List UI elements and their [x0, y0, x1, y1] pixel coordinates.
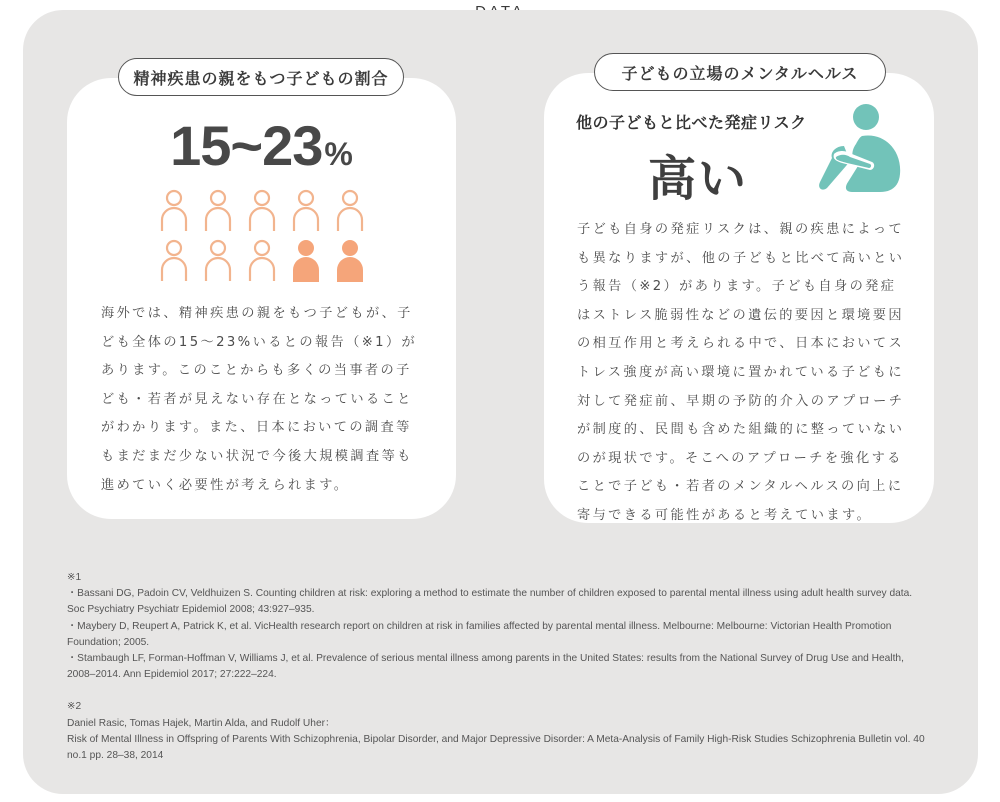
reference-2 [67, 699, 927, 764]
sitting-person-icon [816, 102, 908, 194]
risk-level-value: 高い [648, 151, 749, 207]
prevalence-stat-number: 15~23 [170, 114, 323, 177]
risk-comparison-label: 他の子どもと比べた発症リスク [576, 113, 807, 132]
references [67, 570, 927, 780]
person-outline-icon [202, 238, 234, 282]
people-pictogram [158, 188, 368, 282]
person-filled-icon [334, 238, 366, 282]
reference-1 [67, 570, 927, 683]
person-outline-icon [334, 188, 366, 232]
prevalence-stat-unit: % [324, 136, 353, 172]
reference-1-item: ・Stambaugh LF, Forman-Hoffman V, Williams J, et al. Prevalence of serious mental illness among parents in the United States: results from the National Survey of Drug Use and Health, 2008–2014. Ann Epidemiol 2017; 27:222–224. [67, 653, 904, 681]
reference-1-marker: ※1 [67, 572, 82, 583]
person-outline-icon [202, 188, 234, 232]
person-outline-icon [158, 188, 190, 232]
reference-2-authors: Daniel Rasic, Tomas Hajek, Martin Alda, and Rudolf Uher： [67, 717, 336, 729]
mental-health-card-title: 子どもの立場のメンタルヘルス [594, 53, 886, 91]
person-outline-icon [246, 188, 278, 232]
mental-health-description: 子ども自身の発症リスクは、親の疾患によっても異なりますが、他の子どもと比べて高いという報告（※2）があります。子ども自身の発症はストレス脆弱性などの遺伝的要因と環境要因の相互作用と考えられる中で、日本においてストレス強度が高い環境に置かれている子どもに対して発症前、早期の予防的介入のアプローチが制度的、民間も含めた組織的に整っていないのが現状です。そこへのアプローチを強化することで子ども・若者のメンタルヘルスの向上に寄与できる可能性があると考えています。 [577, 222, 905, 523]
prevalence-description: 海外では、精神疾患の親をもつ子どもが、子ども全体の15〜23%いるとの報告（※1）があります。このことからも多くの当事者の子ども・若者が見えない存在となっていることがわかります。また、日本においての調査等もまだまだ少ない状況で今後大規模調査等も進めていく必要性が考えられます。 [101, 306, 418, 493]
reference-2-citation: Risk of Mental Illness in Offspring of Parents With Schizophrenia, Bipolar Disorder, and Major Depressive Disorder: A Meta-Analysis of Family High-Risk Studies Schizophrenia Bulletin vol. 40 no.1 pp. 28–38, 2014 [67, 733, 925, 762]
prevalence-stat [67, 113, 456, 178]
reference-2-marker: ※2 [67, 701, 82, 713]
person-filled-icon [290, 238, 322, 282]
person-outline-icon [158, 238, 190, 282]
person-outline-icon [246, 238, 278, 282]
reference-1-item: ・Bassani DG, Padoin CV, Veldhuizen S. Counting children at risk: exploring a method to estimate the number of children exposed to parental mental illness using adult health survey data. Soc Psychiatry Psychiatr Epidemiol 2008; 43:927–935. [67, 588, 913, 616]
reference-1-item: ・Maybery D, Reupert A, Patrick K, et al. VicHealth research report on children at risk in families affected by parental mental illness. Melbourne: Melbourne: Victorian Health Promotion Foundation; 2005. [67, 620, 892, 648]
person-outline-icon [290, 188, 322, 232]
prevalence-card-title: 精神疾患の親をもつ子どもの割合 [118, 58, 404, 96]
